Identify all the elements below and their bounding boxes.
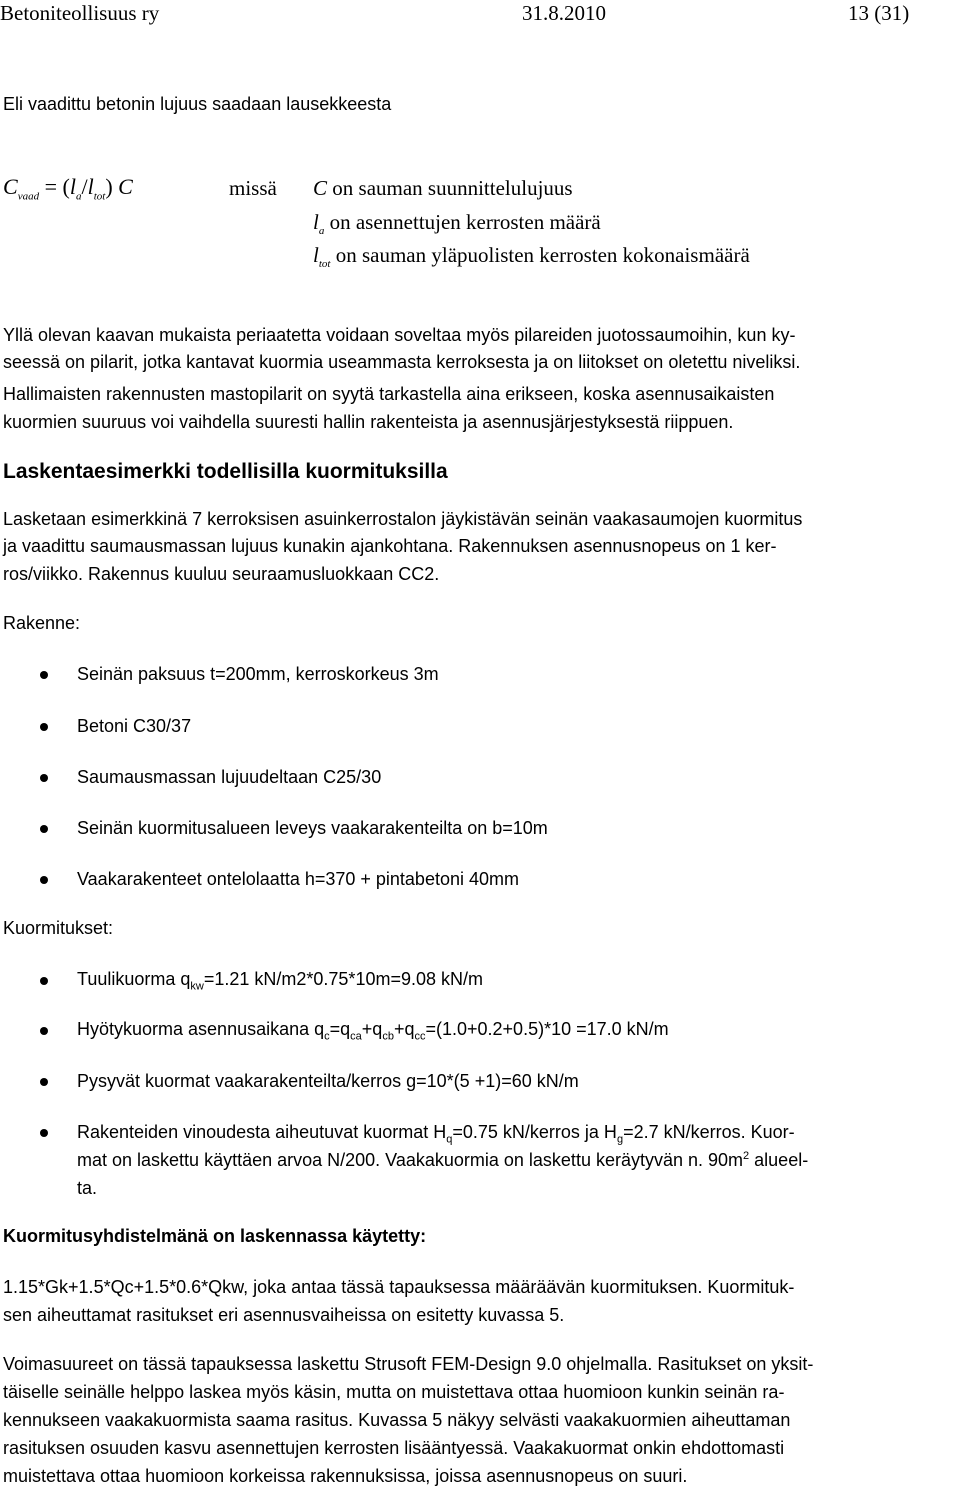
formula-def-ltot: $l_{tot}$ on sauman yläpuolisten kerrosten kokonaismäärä	[313, 243, 750, 271]
yhdistelma-heading: Kuormitusyhdistelmänä on laskennassa käytetty:	[3, 1226, 427, 1246]
bullet-icon	[40, 723, 48, 731]
rakenne-item: Vaakarakenteet ontelolaatta h=370 + pintabetoni 40mm	[77, 869, 519, 889]
para4-line: muistettava ottaa huomioon korkeissa rakennuksissa, joissa asennusnopeus on suuri.	[3, 1466, 688, 1486]
kuorm-vino-line1: Rakenteiden vinoudesta aiheutuvat kuormat $H_q=0.75$ kN/kerros ja $H_g=2.7$ kN/kerros. Kuor-	[77, 1122, 795, 1146]
kuorm-vino-line2: mat on laskettu käyttäen arvoa N/200. Vaakakuormia on laskettu keräytyvän n. $90m^2$ alueel-	[77, 1150, 809, 1170]
para1-line: Hallimaisten rakennusten mastopilarit on syytä tarkastella aina erikseen, koska asennusaikaisten	[3, 384, 775, 404]
bullet-icon	[40, 1078, 48, 1086]
bullet-icon	[40, 876, 48, 884]
kuormitukset-label: Kuormitukset:	[3, 918, 114, 938]
kuorm-hyoty: Hyötykuorma asennusaikana $q_c=q_{ca}+q_{cb}+q_{cc}=(1.0+0.2+0.5)*10 =17.0$ kN/m	[77, 1019, 669, 1043]
para2-line: ros/viikko. Rakennus kuuluu seuraamusluokkaan CC2.	[3, 564, 440, 584]
bullet-icon	[40, 774, 48, 782]
rakenne-item: Seinän kuormitusalueen leveys vaakarakenteilta on b=10m	[77, 818, 548, 838]
bullet-icon	[40, 1027, 48, 1035]
rakenne-label: Rakenne:	[3, 613, 81, 633]
para4-line: täiselle seinälle helppo laskea myös käsin, mutta on muistettava ottaa huomioon kunkin seinän ra-	[3, 1382, 785, 1402]
formula: $C_{vaad} = (l_a/l_{tot})$ C	[3, 174, 133, 203]
formula-def-la: $l_a$ on asennettujen kerrosten määrä	[313, 210, 601, 238]
formula-def-c: C on sauman suunnittelulujuus	[313, 176, 573, 200]
kuorm-tuuli: Tuulikuorma $q_{kw}=1.21$ kN/m2*0.75*10m=9.08 kN/m	[77, 969, 483, 993]
para1-line: seessä on pilarit, jotka kantavat kuormia useammasta kerroksesta ja on liitokset on oletettu niveliksi.	[3, 352, 801, 372]
para4-line: Voimasuureet on tässä tapauksessa laskettu Strusoft FEM-Design 9.0 ohjelmalla. Rasitukset on yksit-	[3, 1354, 814, 1374]
para1-line: Yllä olevan kaavan mukaista periaatetta voidaan soveltaa myös pilareiden juotossaumoihin, kun ky-	[3, 325, 796, 345]
bullet-icon	[40, 1129, 48, 1137]
para3-line: sen aiheuttamat rasitukset eri asennusvaiheissa on esitetty kuvassa 5.	[3, 1305, 565, 1325]
header-page-number: 13 (31)	[848, 1, 910, 25]
header-org: Betoniteollisuus ry	[0, 1, 160, 25]
header-date: 31.8.2010	[522, 1, 606, 25]
para2-line: Lasketaan esimerkkinä 7 kerroksisen asuinkerrostalon jäykistävän seinän vaakasaumojen kuormitus	[3, 509, 803, 529]
formula-where: missä	[229, 176, 277, 200]
bullet-icon	[40, 825, 48, 833]
bullet-icon	[40, 977, 48, 985]
rakenne-item: Saumausmassan lujuudeltaan C25/30	[77, 767, 382, 787]
para2-line: ja vaadittu saumausmassan lujuus kunakin ajankohtana. Rakennuksen asennusnopeus on 1 ker-	[3, 536, 777, 556]
para1-line: kuormien suuruus voi vaihdella suuresti hallin rakenteista ja asennusjärjestyksestä riippuen.	[3, 412, 734, 432]
section-heading: Laskentaesimerkki todellisilla kuormituksilla	[3, 460, 448, 483]
para4-line: rasituksen osuuden kasvu asennettujen kerrosten lisääntyessä. Vaakakuormat onkin ehdottomasti	[3, 1438, 785, 1458]
rakenne-item: Seinän paksuus t=200mm, kerroskorkeus 3m	[77, 664, 439, 684]
para4-line: kennukseen vaakakuormista saama rasitus. Kuvassa 5 näkyy selvästi vaakakuormien aiheuttaman	[3, 1410, 791, 1430]
rakenne-item: Betoni C30/37	[77, 716, 192, 736]
bullet-icon	[40, 671, 48, 679]
intro-text: Eli vaadittu betonin lujuus saadaan lausekkeesta	[3, 94, 392, 114]
kuorm-vino-line3: ta.	[77, 1178, 98, 1198]
para3-line: 1.15*Gk+1.5*Qc+1.5*0.6*Qkw, joka antaa tässä tapauksessa määräävän kuormituksen. Kuormituk-	[3, 1277, 795, 1297]
kuorm-pysyva: Pysyvät kuormat vaakarakenteilta/kerros g=10*(5 +1)=60 kN/m	[77, 1071, 579, 1091]
